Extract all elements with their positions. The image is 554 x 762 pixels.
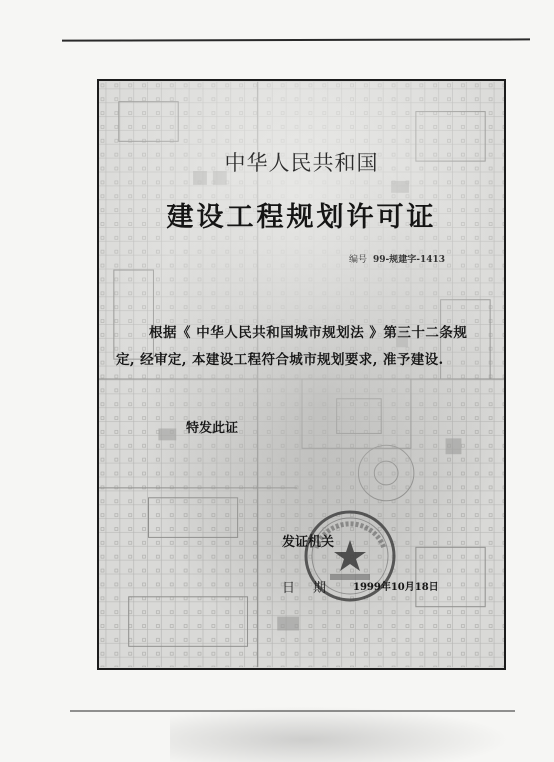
certificate-text-layer — [99, 81, 504, 668]
country-name: 中华人民共和国 — [224, 151, 379, 175]
date-label: 日期 — [282, 581, 345, 596]
bottom-rule-line — [70, 710, 515, 712]
body-text-line-2: 定, 经审定, 本建设工程符合城市规划要求, 准予建设. — [116, 352, 444, 368]
serial-number: 99-规建字-1413 — [373, 255, 446, 265]
bottom-smudge — [170, 706, 510, 762]
special-issue-note: 特发此证 — [186, 421, 239, 436]
body-text-line-1: 根据《 中华人民共和国城市规划法 》第三十二条规 — [149, 325, 468, 341]
permit-certificate — [97, 79, 506, 670]
serial-label: 编号 — [349, 255, 368, 265]
certificate-title: 建设工程规划许可证 — [166, 202, 437, 233]
serial-number-line — [349, 252, 445, 265]
issuing-authority-label: 发证机关 — [282, 535, 335, 550]
issue-date: 1999年10月18日 — [353, 582, 439, 593]
